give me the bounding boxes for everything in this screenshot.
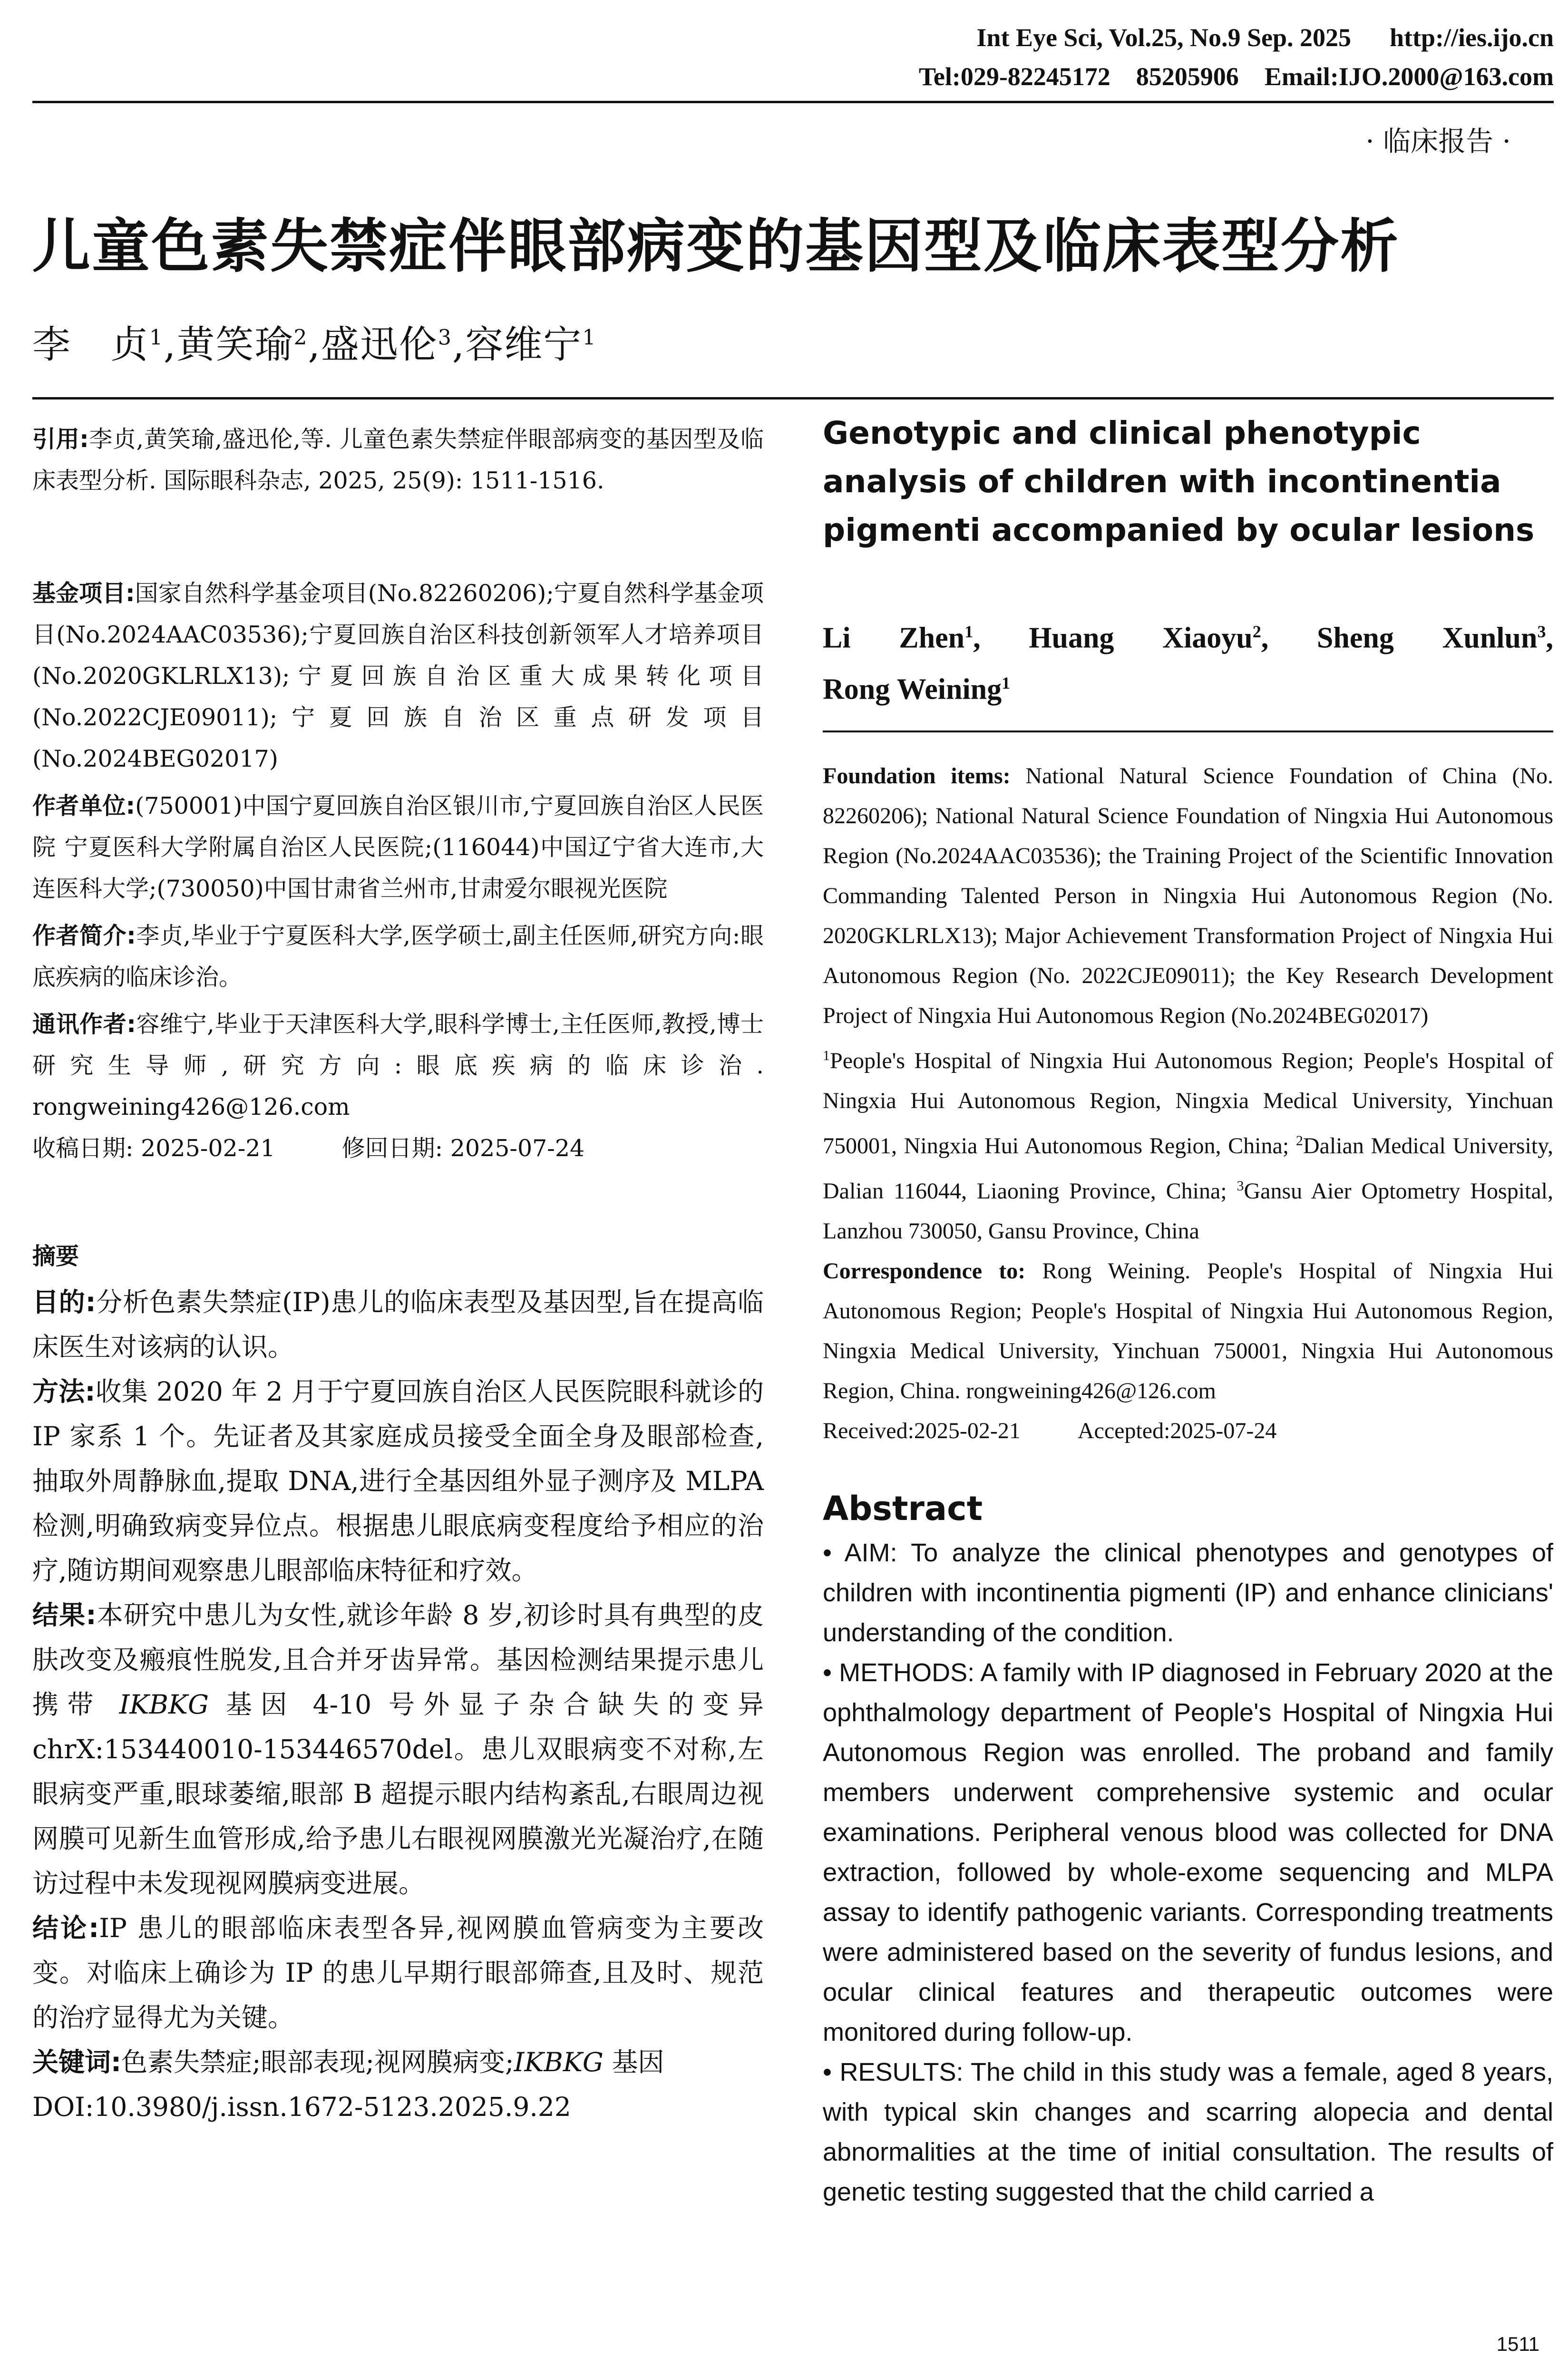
abstract-aim-en: • AIM: To analyze the clinical phenotypes and genotypes of children with incontinentia pigmenti (IP) and enhance clinicians' understanding of the condition.	[823, 1539, 1553, 1647]
fund-info: 基金项目:国家自然科学基金项目(No.82260206);宁夏自然科学基金项目(No.2024AAC03536);宁夏回族自治区科技创新领军人才培养项目(No.2020GKLRLX13);宁夏回族自治区重大成果转化项目(No.2022CJE09011);宁夏回族自治区重点研发项目(No.2024BEG02017)	[32, 580, 764, 772]
abstract-conclusion-cn: 结论:IP 患儿的眼部临床表型各异,视网膜血管病变为主要改变。对临床上确诊为 IP 的患儿早期行眼部筛查,且及时、规范的治疗显得尤为关键。	[32, 1913, 764, 2033]
abstract-methods-cn: 方法:收集 2020 年 2 月于宁夏回族自治区人民医院眼科就诊的 IP 家系 1 个。先证者及其家庭成员接受全面全身及眼部检查,抽取外周静脉血,提取 DNA,进行全基因组外显子测序及 MLPA 检测,明确致病变异位点。根据患儿眼底病变程度给予相应的治疗,随访期间观察患儿眼部临床特征和疗效。	[32, 1376, 764, 1586]
abstract-methods-en: • METHODS: A family with IP diagnosed in February 2020 at the ophthalmology department of People's Hospital of Ningxia Hui Autonomous Region was enrolled. The proband and family members underwent comprehensive systemic and ocular examinations. Peripheral venous blood was collected for DNA extraction, followed by whole-exome sequencing and MLPA assay to identify pathogenic variants. Corresponding treatments were administered based on the severity of fundus lesions, and ocular clinical features and therapeutic outcomes were monitored during follow-up.	[823, 1658, 1553, 2047]
header-rule	[32, 101, 1554, 103]
corresponding-author: 通讯作者:容维宁,毕业于天津医科大学,眼科学博士,主任医师,教授,博士研究生导师,研究方向:眼底疾病的临床诊治. rongweining426@126.com	[32, 1011, 764, 1120]
title-cn: 儿童色素失禁症伴眼部病变的基因型及临床表型分析	[32, 213, 1400, 280]
abstract-aim-cn: 目的:分析色素失禁症(IP)患儿的临床表型及基因型,旨在提高临床医生对该病的认识。	[32, 1287, 764, 1362]
dates-cn: 收稿日期: 2025-02-21 修回日期: 2025-07-24	[32, 1135, 585, 1162]
affiliations-en: $^1$People's Hospital of Ningxia Hui Autonomous Region; People's Hospital of Ningxia Hui Autonomous Region, Ningxia Medical University, Yinchuan 750001, Ningxia Hui Autonomous Region, China; $^2$Dalian Medical University, Dalian 116044, Liaoning Province, China; $^3$Gansu Aier Optometry Hospital, Lanzhou 730050, Gansu Province, China	[823, 1048, 1554, 1244]
journal-header-line1: Int Eye Sci, Vol.25, No.9 Sep. 2025 http://ies.ijo.cn	[976, 23, 1554, 52]
authors-cn: 李 贞$^1$,黄笑瑜$^2$,盛迅伦$^3$,容维宁$^1$	[32, 322, 597, 367]
abstract-heading-en: Abstract	[823, 1489, 983, 1529]
right-column	[823, 409, 1553, 2212]
page-number: 1511	[1496, 2333, 1539, 2355]
authors-en: Li Zhen$^1$, Huang Xiaoyu$^2$, Sheng Xunlun$^3$,	[823, 622, 1553, 654]
correspondence-en: Correspondence to: Rong Weining. People's Hospital of Ningxia Hui Autonomous Region; People's Hospital of Ningxia Hui Autonomous Region, Ningxia Medical University, Yinchuan 750001, Ningxia Hui Autonomous Region, China. rongweining426@126.com	[823, 1258, 1553, 1404]
en-authors-rule	[823, 731, 1553, 732]
authors-rule	[32, 397, 1554, 399]
dates-en: Received:2025-02-21 Accepted:2025-07-24	[823, 1418, 1277, 1444]
authors-en-line2: Rong Weining$^1$	[823, 673, 1011, 706]
journal-header-line2: Tel:029-82245172 85205906 Email:IJO.2000@163.com	[918, 62, 1554, 91]
author-unit: 作者单位:(750001)中国宁夏回族自治区银川市,宁夏回族自治区人民医院 宁夏医科大学附属自治区人民医院;(116044)中国辽宁省大连市,大连医科大学;(730050)中国甘肃省兰州市,甘肃爱尔眼视光医院	[32, 792, 764, 902]
abstract-results-en: • RESULTS: The child in this study was a female, aged 8 years, with typical skin changes and scarring alopecia and dental abnormalities at the time of initial consultation. The results of genetic testing suggested that the child carried a	[823, 2058, 1553, 2207]
left-column	[32, 419, 764, 2129]
title-en: Genotypic and clinical phenotypic analysis of children with incontinentia pigmenti accompanied by ocular lesions	[823, 415, 1535, 548]
keywords-cn: 关键词:色素失禁症;眼部表现;视网膜病变;IKBKG 基因	[32, 2047, 664, 2077]
abstract-results-cn: 结果:本研究中患儿为女性,就诊年龄 8 岁,初诊时具有典型的皮肤改变及瘢痕性脱发,且合并牙齿异常。基因检测结果提示患儿携带 IKBKG 基因 4-10 号外显子杂合缺失的变异 chrX:153440010-153446570del。患儿双眼病变不对称,左眼病变严重,眼球萎缩,眼部 B 超提示眼内结构紊乱,右眼周边视网膜可见新生血管形成,给予患儿右眼视网膜激光光凝治疗,在随访过程中未发现视网膜病变进展。	[32, 1600, 764, 1899]
abstract-heading-cn: 摘要	[32, 1243, 79, 1270]
article-category: · 临床报告 ·	[1365, 125, 1511, 157]
author-bio: 作者简介:李贞,毕业于宁夏医科大学,医学硕士,副主任医师,研究方向:眼底疾病的临床诊治。	[32, 922, 764, 991]
citation: 引用:李贞,黄笑瑜,盛迅伦,等. 儿童色素失禁症伴眼部病变的基因型及临床表型分析. 国际眼科杂志, 2025, 25(9): 1511-1516.	[32, 426, 764, 494]
foundation-en: Foundation items: National Natural Science Foundation of China (No. 82260206); National Natural Science Foundation of Ningxia Hui Autonomous Region (No.2024AAC03536); the Training Project of the Scientific Innovation Commanding Talented Person in Ningxia Hui Autonomous Region (No. 2020GKLRLX13); Major Achievement Transformation Project of Ningxia Hui Autonomous Region (No. 2022CJE09011); the Key Research Development Project of Ningxia Hui Autonomous Region (No.2024BEG02017)	[823, 763, 1553, 1029]
doi: DOI:10.3980/j.issn.1672-5123.2025.9.22	[32, 2092, 571, 2122]
